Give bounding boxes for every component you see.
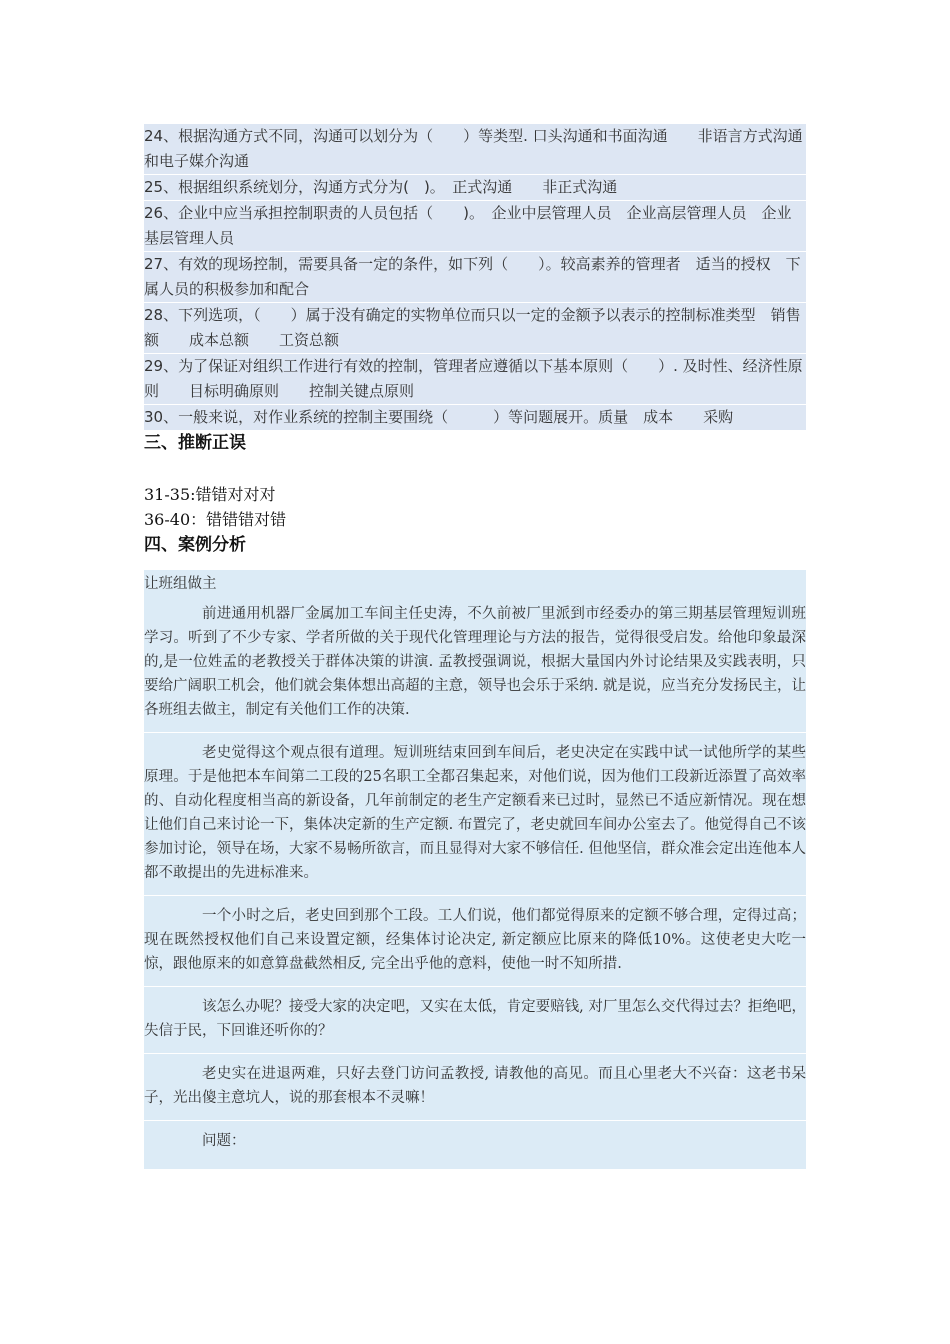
case-title: 让班组做主 [144,576,217,592]
case-paragraph: 一个小时之后，老史回到那个工段。工人们说，他们都觉得原来的定额不够合理，定得过高；现在既然授权他们自己来设置定额，经集体讨论决定, 新定额应比原来的降低10%。这使老史大吃一惊，跟他原来的如意算盘截然相反, 完全出乎他的意料，使他一时不知所措. [144,895,806,986]
section-heading-case: 四、案例分析 [144,535,246,555]
case-paragraph: 前进通用机器厂金属加工车间主任史涛，不久前被厂里派到市经委办的第三期基层管理短训班学习。听到了不少专家、学者所做的关于现代化管理理论与方法的报告，觉得很受启发。给他印象最深的,是一位姓孟的老教授关于群体决策的讲演. 孟教授强调说，根据大量国内外讨论结果及实践表明，只要给广阔职工机会，他们就会集体想出高超的主意，领导也会乐于采纳. 就是说，应当充分发扬民主，让各班组去做主，制定有关他们工作的决策. [144,606,806,718]
spacer [144,456,806,482]
question-25: 25、根据组织系统划分，沟通方式分为( )。 正式沟通 非正式沟通 [144,174,806,200]
answer-36-40: 36-40：错错错对错 [144,510,287,529]
question-29: 29、为了保证对组织工作进行有效的控制，管理者应遵循以下基本原则（ ）. 及时性、经济性原则 目标明确原则 控制关键点原则 [144,353,806,404]
case-paragraph: 老史实在进退两难，只好去登门访问孟教授, 请教他的高见。而且心里老大不兴奋：这老书呆子，光出傻主意坑人，说的那套根本不灵嘛！ [144,1053,806,1120]
question-27: 27、有效的现场控制，需要具备一定的条件，如下列（ ）。较高素养的管理者 适当的授权 下属人员的积极参加和配合 [144,251,806,302]
question-30: 30、一般来说，对作业系统的控制主要围绕（ ）等问题展开。质量 成本 采购 [144,404,806,430]
case-paragraph: 该怎么办呢？接受大家的决定吧，又实在太低，肯定要赔钱, 对厂里怎么交代得过去？拒绝吧，失信于民，下回谁还听你的？ [144,986,806,1053]
case-paragraph: 老史觉得这个观点很有道理。短训班结束回到车间后，老史决定在实践中试一试他所学的某些原理。于是他把本车间第二工段的25名职工全都召集起来，对他们说，因为他们工段新近添置了高效率的、自动化程度相当高的新设备，几年前制定的老生产定额看来已过时，显然已不适应新情况。现在想让他们自己来讨论一下，集体决定新的生产定额. 布置完了，老史就回车间办公室去了。他觉得自己不该参加讨论，领导在场，大家不易畅所欲言，而且显得对大家不够信任. 但他坚信，群众准会定出连他本人都不敢提出的先进标准来。 [144,732,806,895]
answer-31-35: 31-35:错错对对对 [144,485,276,504]
section-heading-judgement: 三、推断正误 [144,433,246,453]
case-study-block [144,570,806,1169]
question-24: 24、根据沟通方式不同，沟通可以划分为（ ）等类型. 口头沟通和书面沟通 非语言方式沟通和电子媒介沟通 [144,124,806,174]
document-page [144,124,806,1169]
question-26: 26、企业中应当承担控制职责的人员包括（ )。 企业中层管理人员 企业高层管理人员 企业基层管理人员 [144,200,806,251]
question-28: 28、下列选项，（ ）属于没有确定的实物单位而只以一定的金额予以表示的控制标准类型 销售额 成本总额 工资总额 [144,302,806,353]
case-question-label: 问题： [144,1120,806,1163]
